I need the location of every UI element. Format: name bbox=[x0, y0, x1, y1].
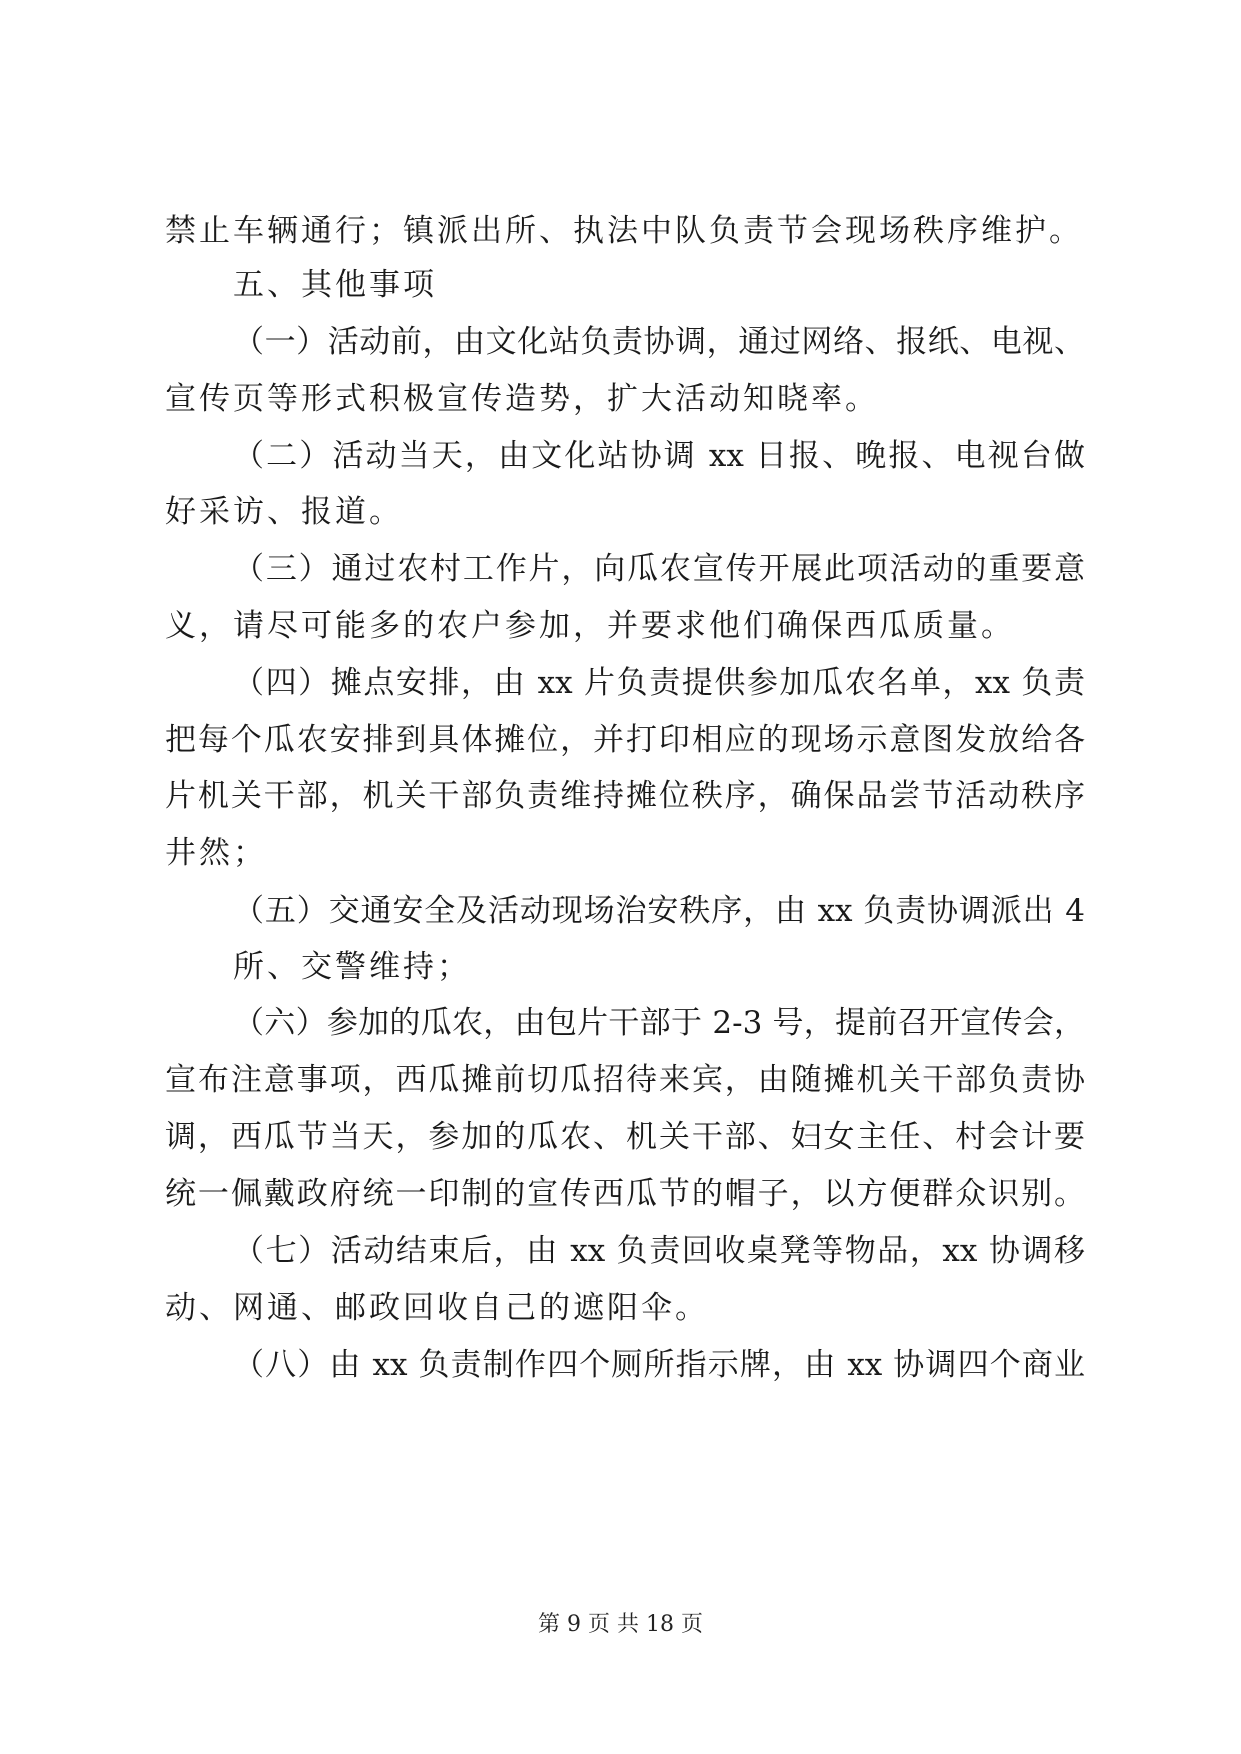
text-line-8: 义，请尽可能多的农户参加，并要求他们确保西瓜质量。 bbox=[165, 608, 1015, 644]
text-line-12: 井然； bbox=[165, 835, 267, 871]
text-line-4: 宣传页等形式积极宣传造势，扩大活动知晓率。 bbox=[165, 381, 879, 417]
page-number-footer: 第 9 页 共 18 页 bbox=[538, 1612, 703, 1637]
text-line-1: 禁止车辆通行；镇派出所、执法中队负责节会现场秩序维护。 bbox=[165, 213, 1083, 249]
text-line-20: 动、网通、邮政回收自己的遮阳伞。 bbox=[165, 1290, 709, 1326]
text-line-17: 调，西瓜节当天，参加的瓜农、机关干部、妇女主任、村会计要 bbox=[165, 1119, 1085, 1155]
text-line-16: 宣布注意事项，西瓜摊前切瓜招待来宾，由随摊机关干部负责协 bbox=[165, 1062, 1085, 1098]
text-line-6: 好采访、报道。 bbox=[165, 494, 403, 530]
text-line-3: （一）活动前，由文化站负责协调，通过网络、报纸、电视、 bbox=[233, 324, 1085, 360]
text-line-14: 所、交警维持； bbox=[233, 949, 471, 985]
section-heading: 五、其他事项 bbox=[233, 267, 437, 303]
text-line-9: （四）摊点安排，由 xx 片负责提供参加瓜农名单，xx 负责 bbox=[233, 665, 1085, 701]
text-line-15: （六）参加的瓜农，由包片干部于 2-3 号，提前召开宣传会， bbox=[233, 1005, 1085, 1041]
text-line-13: （五）交通安全及活动现场治安秩序，由 xx 负责协调派出 4 bbox=[233, 893, 1085, 929]
text-line-10: 把每个瓜农安排到具体摊位，并打印相应的现场示意图发放给各 bbox=[165, 722, 1085, 758]
text-line-18: 统一佩戴政府统一印制的宣传西瓜节的帽子，以方便群众识别。 bbox=[165, 1176, 1085, 1212]
text-line-5: （二）活动当天，由文化站协调 xx 日报、晚报、电视台做 bbox=[233, 438, 1085, 474]
text-line-7: （三）通过农村工作片，向瓜农宣传开展此项活动的重要意 bbox=[233, 551, 1085, 587]
text-line-19: （七）活动结束后，由 xx 负责回收桌凳等物品，xx 协调移 bbox=[233, 1233, 1085, 1269]
text-line-21: （八）由 xx 负责制作四个厕所指示牌，由 xx 协调四个商业 bbox=[233, 1347, 1085, 1383]
text-line-11: 片机关干部，机关干部负责维持摊位秩序，确保品尝节活动秩序 bbox=[165, 778, 1085, 814]
